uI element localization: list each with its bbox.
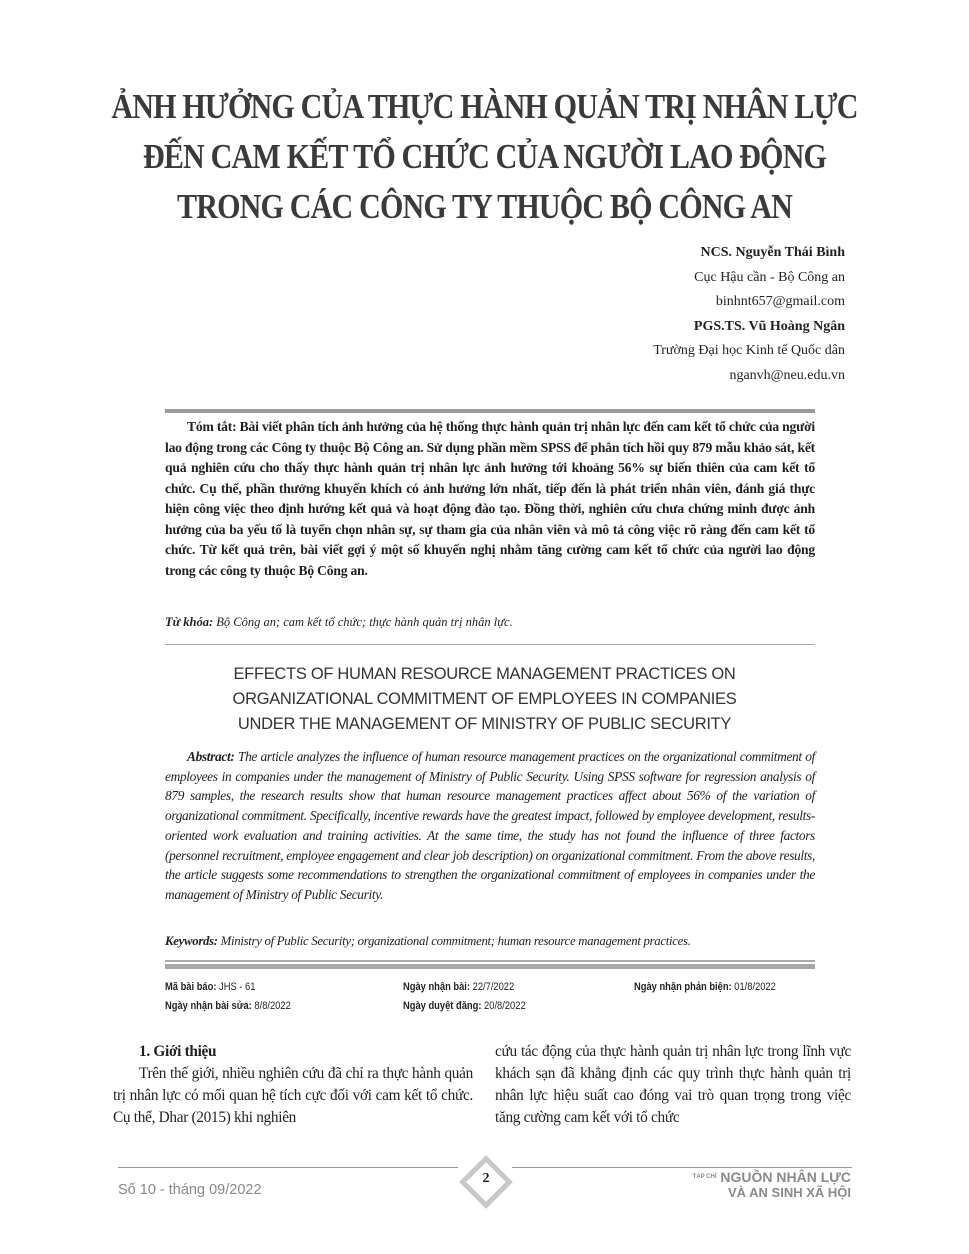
article-title-vi bbox=[0, 82, 969, 232]
meta-label: Ngày nhận bài sửa: bbox=[165, 1000, 252, 1012]
keywords-label: Keywords: bbox=[165, 934, 218, 948]
author-name: PGS.TS. Vũ Hoàng Ngân bbox=[693, 318, 845, 334]
body-paragraph: Trên thế giới, nhiều nghiên cứu đã chỉ ra thực hành quản trị nhân lực có mối quan hệ tích cực đối với cam kết tổ chức. Cụ thể, Dhar (2015) khi nghiên bbox=[113, 1065, 473, 1126]
section-heading: 1. Giới thiệu bbox=[139, 1043, 217, 1060]
title-line: ORGANIZATIONAL COMMITMENT OF EMPLOYEES IN COMPANIES bbox=[232, 690, 737, 708]
abstract-label: Abstract: bbox=[187, 749, 235, 764]
journal-name-line2: VÀ AN SINH XÃ HỘI bbox=[727, 1185, 851, 1200]
body-paragraph: cứu tác động của thực hành quản trị nhân lực trong lĩnh vực khách sạn đã khẳng định các quy trình thực hành quản trị nhân lực hiệu suất cao đóng vai trò quan trọng trong việc tăng cường cam kết với tổ chức bbox=[495, 1043, 851, 1126]
author-affiliation: Trường Đại học Kinh tế Quốc dân bbox=[653, 343, 845, 359]
title-line: UNDER THE MANAGEMENT OF MINISTRY OF PUBLIC SECURITY bbox=[237, 715, 732, 733]
author-email: binhnt657@gmail.com bbox=[715, 294, 845, 310]
issue-label: Số 10 - tháng 09/2022 bbox=[118, 1182, 262, 1198]
footer-rule bbox=[512, 1167, 852, 1168]
review-date bbox=[634, 981, 776, 993]
journal-name: NGUỒN NHÂN LỰC bbox=[720, 1169, 851, 1185]
title-line: TRONG CÁC CÔNG TY THUỘC BỘ CÔNG AN bbox=[177, 187, 792, 226]
keywords-vi bbox=[165, 615, 513, 630]
meta-value: JHS - 61 bbox=[216, 981, 256, 993]
revised-date bbox=[165, 1000, 291, 1012]
keywords-text: Bộ Công an; cam kết tổ chức; thực hành quản trị nhân lực. bbox=[213, 615, 513, 629]
divider bbox=[165, 964, 815, 969]
received-date bbox=[403, 981, 514, 993]
meta-label: Ngày nhận phản biện: bbox=[634, 981, 732, 993]
meta-value: 20/8/2022 bbox=[481, 1000, 526, 1012]
footer-rule bbox=[118, 1167, 458, 1168]
divider bbox=[165, 960, 815, 962]
abstract-en bbox=[165, 747, 815, 905]
title-line: ĐẾN CAM KẾT TỔ CHỨC CỦA NGƯỜI LAO ĐỘNG bbox=[142, 137, 827, 176]
meta-value: 8/8/2022 bbox=[251, 1000, 291, 1012]
keywords-text: Ministry of Public Security; organizational commitment; human resource management practices. bbox=[217, 934, 691, 948]
meta-label: Ngày nhận bài: bbox=[403, 981, 471, 993]
author-name: NCS. Nguyễn Thái Bình bbox=[700, 245, 845, 260]
journal-logo bbox=[693, 1170, 851, 1200]
article-code bbox=[165, 981, 255, 993]
author-email: nganvh@neu.edu.vn bbox=[729, 367, 845, 383]
article-title-en bbox=[0, 662, 969, 737]
journal-prefix: TẠP CHÍ bbox=[692, 1174, 717, 1180]
accepted-date bbox=[403, 1000, 526, 1012]
author-affiliation: Cục Hậu cần - Bộ Công an bbox=[694, 269, 845, 285]
page-number: 2 bbox=[482, 1171, 490, 1186]
divider bbox=[165, 644, 815, 645]
keywords-en bbox=[165, 934, 691, 949]
meta-value: 22/7/2022 bbox=[470, 981, 515, 993]
abstract-vi: Tóm tắt: Bài viết phân tích ảnh hưởng của hệ thống thực hành quản trị nhân lực đến cam kết tổ chức của người lao động trong các Công ty thuộc Bộ Công an. Sử dụng phần mềm SPSS để phân tích hồi quy 879 mẫu khảo sát, kết quả nghiên cứu cho thấy thực hành quản trị nhân lực ảnh hưởng tới khoảng 56% sự biến thiên của cam kết tổ chức. Cụ thể, phần thưởng khuyến khích có ảnh hưởng lớn nhất, tiếp đến là phát triển nhân viên, đánh giá thực hiện công việc theo định hướng kết quả và hoạt động đào tạo. Đồng thời, nghiên cứu chưa chứng minh được ảnh hưởng của ba yếu tố là tuyển chọn nhân sự, sự tham gia của nhân viên và mô tả công việc rõ ràng đến cam kết tổ chức. Từ kết quả trên, bài viết gợi ý một số khuyến nghị nhằm tăng cường cam kết tổ chức của người lao động trong các công ty thuộc Bộ Công an. bbox=[165, 419, 815, 578]
meta-label: Ngày duyệt đăng: bbox=[403, 1000, 482, 1012]
body-column-1 bbox=[113, 1041, 473, 1129]
meta-label: Mã bài báo: bbox=[165, 981, 217, 993]
divider bbox=[165, 409, 815, 413]
author-block bbox=[653, 241, 845, 389]
title-line: EFFECTS OF HUMAN RESOURCE MANAGEMENT PRACTICES ON bbox=[233, 665, 736, 683]
title-line: ẢNH HƯỞNG CỦA THỰC HÀNH QUẢN TRỊ NHÂN LỰC bbox=[111, 87, 858, 126]
meta-value: 01/8/2022 bbox=[731, 981, 776, 993]
abstract-text: The article analyzes the influence of human resource management practices on the organizational commitment of employees in companies under the management of Ministry of Public Security. Using SPSS software for regression analysis of 879 samples, the research results show that human resource management practices affect about 56% of the variation of organizational commitment. Specifically, incentive rewards have the greatest impact, followed by employee development, results-oriented work evaluation and training activities. At the same time, the study has not found the influence of three factors (personnel recruitment, employee engagement and clear job description) on organizational commitment. From the above results, the article suggests some recommendations to strengthen the organizational commitment of employees in companies under the management of Ministry of Public Security. bbox=[165, 749, 815, 902]
body-column-2 bbox=[495, 1041, 851, 1129]
keywords-label: Từ khóa: bbox=[165, 615, 214, 629]
